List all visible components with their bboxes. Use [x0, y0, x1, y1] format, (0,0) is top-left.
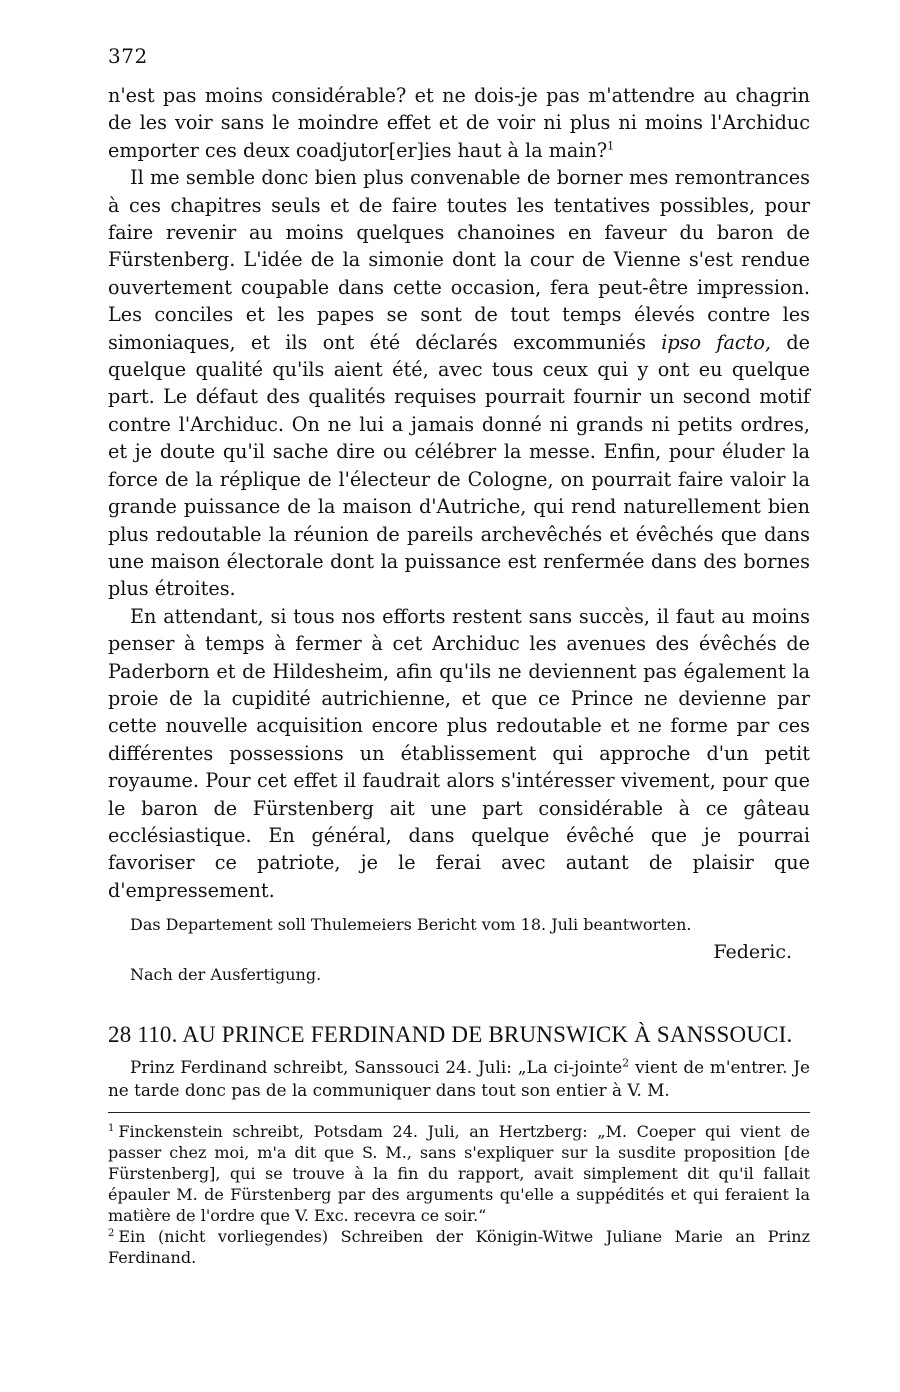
- paragraph-2: [108, 164, 810, 603]
- footnote-ref-1[interactable]: 1: [607, 139, 615, 153]
- section-intro: [108, 1056, 810, 1102]
- footnote-1-number: 1: [108, 1122, 115, 1134]
- section-intro-text-b: vient de m'entrer. Je ne tarde donc pas de la communiquer dans tout son entier à V. M.: [108, 1057, 810, 1101]
- section-intro-text-a: Prinz Ferdinand schreibt, Sanssouci 24. Juli: „La ci-jointe: [130, 1057, 623, 1078]
- footnotes: [108, 1121, 810, 1268]
- footnote-1: [108, 1121, 810, 1226]
- footnote-2-text: Ein (nicht vorliegendes) Schreiben der Königin-Witwe Juliane Marie an Prinz Ferdinand.: [108, 1227, 810, 1268]
- paragraph-3: En attendant, si tous nos efforts restent sans succès, il faut au moins penser à temps à fermer à cet Archiduc les avenues des évêchés de Paderborn et de Hildesheim, afin qu'ils ne deviennent pas également la proie de la cupidité autrichienne, et que ce Prince ne devienne par cette nouvelle acquisition encore plus redoutable et ne forme par ces différentes possessions un établissement qui approche d'un petit royaume. Pour cet effet il faudrait alors s'intéresser vivement, pour que le baron de Fürstenberg ait une part considérable à ce gâteau ecclésiastique. En général, dans quelque évêché que je pourrai favoriser ce patriote, je le ferai avec autant de plaisir que d'empressement.: [108, 604, 810, 902]
- source-note: Nach der Ausfertigung.: [130, 965, 322, 985]
- paragraph-1-text: n'est pas moins considérable? et ne dois-je pas m'attendre au chagrin de les voir sans le moindre effet et de voir ni plus ni moins l'Archiduc emporter ces deux coadjutor[er]ies haut à la main?: [108, 84, 810, 162]
- footnote-2: [108, 1226, 810, 1268]
- section-heading: 28 110. AU PRINCE FERDINAND DE BRUNSWICK À SANSSOUCI.: [108, 1022, 793, 1048]
- document-page: [108, 36, 810, 1268]
- paragraph-2-text-b: de quelque qualité qu'ils aient été, avec tous ceux qui y ont eu quelque part. Le défaut des qualités requises pourrait fournir un second motif contre l'Archiduc. On ne lui a jamais donné ni grands ni petits ordres, et je doute qu'il sache dire ou célébrer la messe. Enfin, pour éluder la force de la réplique de l'électeur de Cologne, on pourrait faire valoir la grande puissance de la maison d'Autriche, qui rend naturellement bien plus redoutable la réunion de pareils archevêchés et évêchés que dans une maison électorale dont la puissance est renfermée dans des bornes plus étroites.: [108, 330, 810, 601]
- paragraph-1: [108, 82, 810, 164]
- signature: Federic.: [713, 941, 792, 964]
- paragraph-2-italic: ipso facto,: [661, 330, 772, 354]
- footnote-1-text: Finckenstein schreibt, Potsdam 24. Juli, an Hertzberg: „M. Coeper qui vient de passer chez moi, m'a dit que S. M., sans s'expliquer sur la susdite proposition [de Fürstenberg], qui se trouve à la fin du rapport, avait simplement dit qu'il fallait épauler M. de Fürstenberg par des arguments qu'elle a suppédités et qui feraient la matière de l'ordre que V. Exc. recevra ce soir.“: [108, 1122, 810, 1226]
- footnote-ref-2[interactable]: 2: [622, 1056, 630, 1070]
- footnote-divider: [108, 1112, 810, 1113]
- footnote-2-number: 2: [108, 1227, 115, 1239]
- department-note: Das Departement soll Thulemeiers Bericht vom 18. Juli beantworten.: [130, 915, 692, 935]
- paragraph-2-text-a: Il me semble donc bien plus convenable de borner mes remontrances à ces chapitres seuls et de faire toutes les tentatives possibles, pour faire revenir au moins quelques chanoines en faveur du baron de Fürstenberg. L'idée de la simonie dont la cour de Vienne s'est rendue ouvertement coupable dans cette occasion, fera peut-être impression. Les conciles et les papes se sont de tout temps élevés contre les simoniaques, et ils ont été déclarés excommuniés: [108, 166, 810, 354]
- page-number: 372: [108, 44, 148, 68]
